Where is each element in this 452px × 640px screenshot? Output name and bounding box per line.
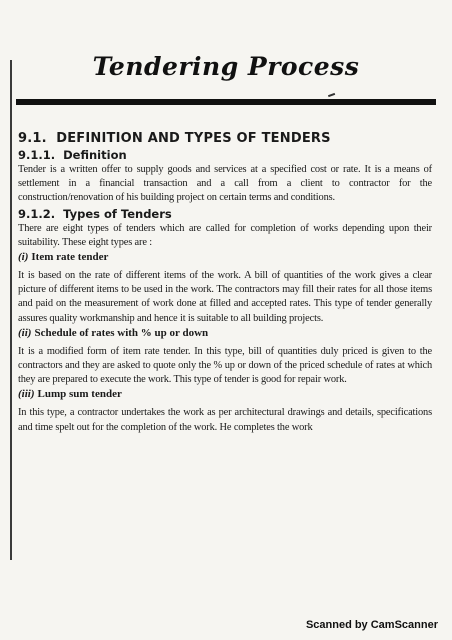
item-title: Schedule of rates with % up or down xyxy=(34,326,209,339)
item-title: Item rate tender xyxy=(31,251,109,264)
item-paragraph: It is based on the rate of different items of the work. A bill of quantities of the work gives a clear picture of different items to be used in the work. The contractors may fill their rates for all those items and paid on the measurement of work done at filled and accepted rates. This type of tender generally assures quality workmanship and hence it is suitable to all building projects. xyxy=(18,270,432,324)
definition-paragraph: Tender is a written offer to supply goods and services at a specified cost or rate. It is a means of settlement in a financial transaction and a call from a client to contractor for the construction/renovation of his building project on certain terms and conditions. xyxy=(18,164,432,204)
item-roman: (i) xyxy=(18,251,29,264)
item-heading xyxy=(18,387,432,402)
item-roman: (ii) xyxy=(18,326,32,339)
types-number: 9.1.2. xyxy=(18,206,56,221)
types-heading xyxy=(18,206,432,222)
title-rule xyxy=(16,99,436,105)
item-heading xyxy=(18,326,432,341)
types-title: Types of Tenders xyxy=(63,206,172,221)
page-title: Tendering Process xyxy=(92,52,360,81)
item-heading xyxy=(18,250,432,265)
item-title: Lump sum tender xyxy=(37,388,122,401)
definition-heading xyxy=(18,147,432,163)
section-number: 9.1. xyxy=(18,131,47,146)
definition-number: 9.1.1. xyxy=(18,148,56,162)
item-paragraph: In this type, a contractor undertakes the work as per architectural drawings and details, specifications and time spelt out for the completion of the work. He completes the work xyxy=(18,407,432,433)
pen-mark xyxy=(328,93,335,97)
item-roman: (iii) xyxy=(18,388,35,401)
document-body xyxy=(18,130,432,435)
section-heading xyxy=(18,130,432,147)
item-paragraph: It is a modified form of item rate tender. In this type, bill of quantities duly priced is given to the contractors and they are asked to quote only the % up or down of the priced schedule of rates at which they are prepared to execute the work. This type of tender is good for repair work. xyxy=(18,345,432,386)
types-paragraph: There are eight types of tenders which are called for completion of works depending upon their suitability. These eight types are : xyxy=(18,222,432,248)
section-title: DEFINITION AND TYPES OF TENDERS xyxy=(56,131,331,146)
left-margin-rule xyxy=(10,60,12,560)
scanner-watermark: Scanned by CamScanner xyxy=(305,619,438,631)
definition-title: Definition xyxy=(63,148,127,162)
